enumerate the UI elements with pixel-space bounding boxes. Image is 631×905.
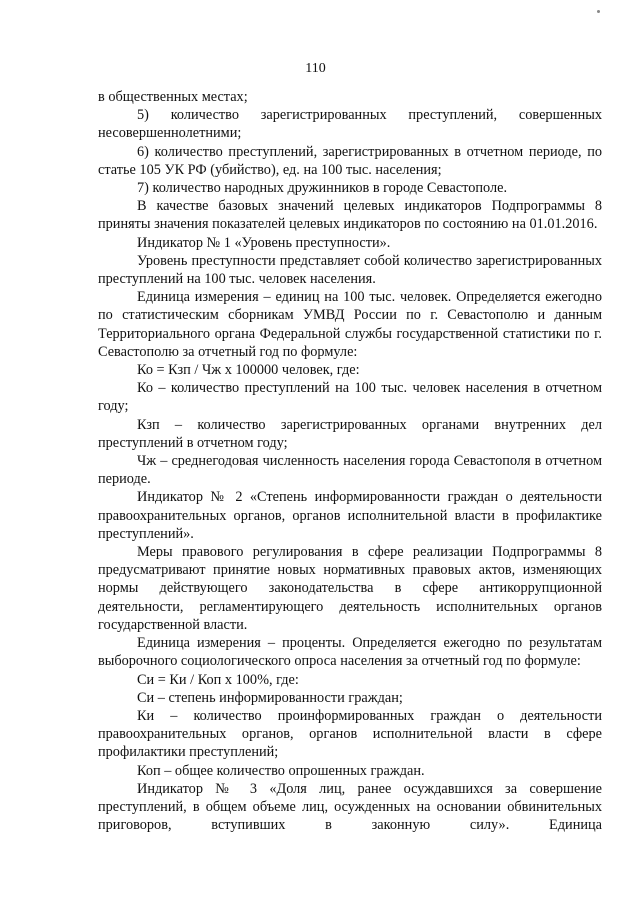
- formula: Ко = Кзп / Чж х 100000 человек, где:: [137, 362, 360, 379]
- paragraph: Меры правового регулирования в сфере реализации Подпрограммы 8 предусматривают принятие новых нормативных правовых актов, изменяющих нормы действующего законодательства в сфере антикоррупционной деятельности, регламентирующего деятельность исполнительных органов государственной власти.: [98, 544, 602, 633]
- paragraph: Си – степень информированности граждан;: [137, 689, 403, 706]
- paragraph: Индикатор № 3 «Доля лиц, ранее осуждавшихся за совершение преступлений, в общем объеме лиц, осужденных на основании обвинительных приговоров, вступивших в законную силу». Единица: [98, 780, 602, 834]
- page-number: 110: [305, 61, 326, 76]
- paragraph: Чж – среднегодовая численность населения города Севастополя в отчетном периоде.: [98, 453, 602, 488]
- paragraph: Кзп – количество зарегистрированных органами внутренних дел преступлений в отчетном году;: [98, 416, 602, 451]
- paragraph: 7) количество народных дружинников в городе Севастополе.: [137, 180, 508, 197]
- paragraph: В качестве базовых значений целевых индикаторов Подпрограммы 8 приняты значения показателей целевых индикаторов по состоянию на 01.01.2016.: [98, 198, 602, 233]
- scan-dot-mark: [597, 10, 600, 13]
- paragraph: Коп – общее количество опрошенных граждан.: [137, 762, 425, 779]
- paragraph: 5) количество зарегистрированных преступлений, совершенных несовершеннолетними;: [98, 107, 602, 142]
- paragraph: Ко – количество преступлений на 100 тыс. человек населения в отчетном году;: [98, 380, 602, 415]
- paragraph: Единица измерения – единиц на 100 тыс. человек. Определяется ежегодно по статистическим сборникам УМВД России по г. Севастополю и данным Территориального органа Федеральной службы государственной статистики по г. Севастополю за отчетный год по формуле:: [98, 289, 602, 360]
- document-body: [98, 88, 602, 834]
- paragraph: Единица измерения – проценты. Определяется ежегодно по результатам выборочного социологического опроса населения за отчетный год по формуле:: [98, 635, 602, 670]
- paragraph: Уровень преступности представляет собой количество зарегистрированных преступлений на 100 тыс. человек населения.: [98, 252, 602, 288]
- paragraph: Индикатор № 2 «Степень информированности граждан о деятельности правоохранительных органов, органов исполнительной власти в профилактике преступлений».: [98, 489, 602, 542]
- paragraph: 6) количество преступлений, зарегистрированных в отчетном периоде, по статье 105 УК РФ (убийство), ед. на 100 тыс. населения;: [98, 143, 602, 178]
- formula: Си = Ки / Коп х 100%, где:: [137, 671, 299, 688]
- paragraph: Индикатор № 1 «Уровень преступности».: [137, 234, 391, 251]
- paragraph: в общественных местах;: [98, 89, 248, 105]
- paragraph: Ки – количество проинформированных граждан о деятельности правоохранительных органов, органов исполнительной власти в сфере профилактики преступлений;: [98, 707, 602, 761]
